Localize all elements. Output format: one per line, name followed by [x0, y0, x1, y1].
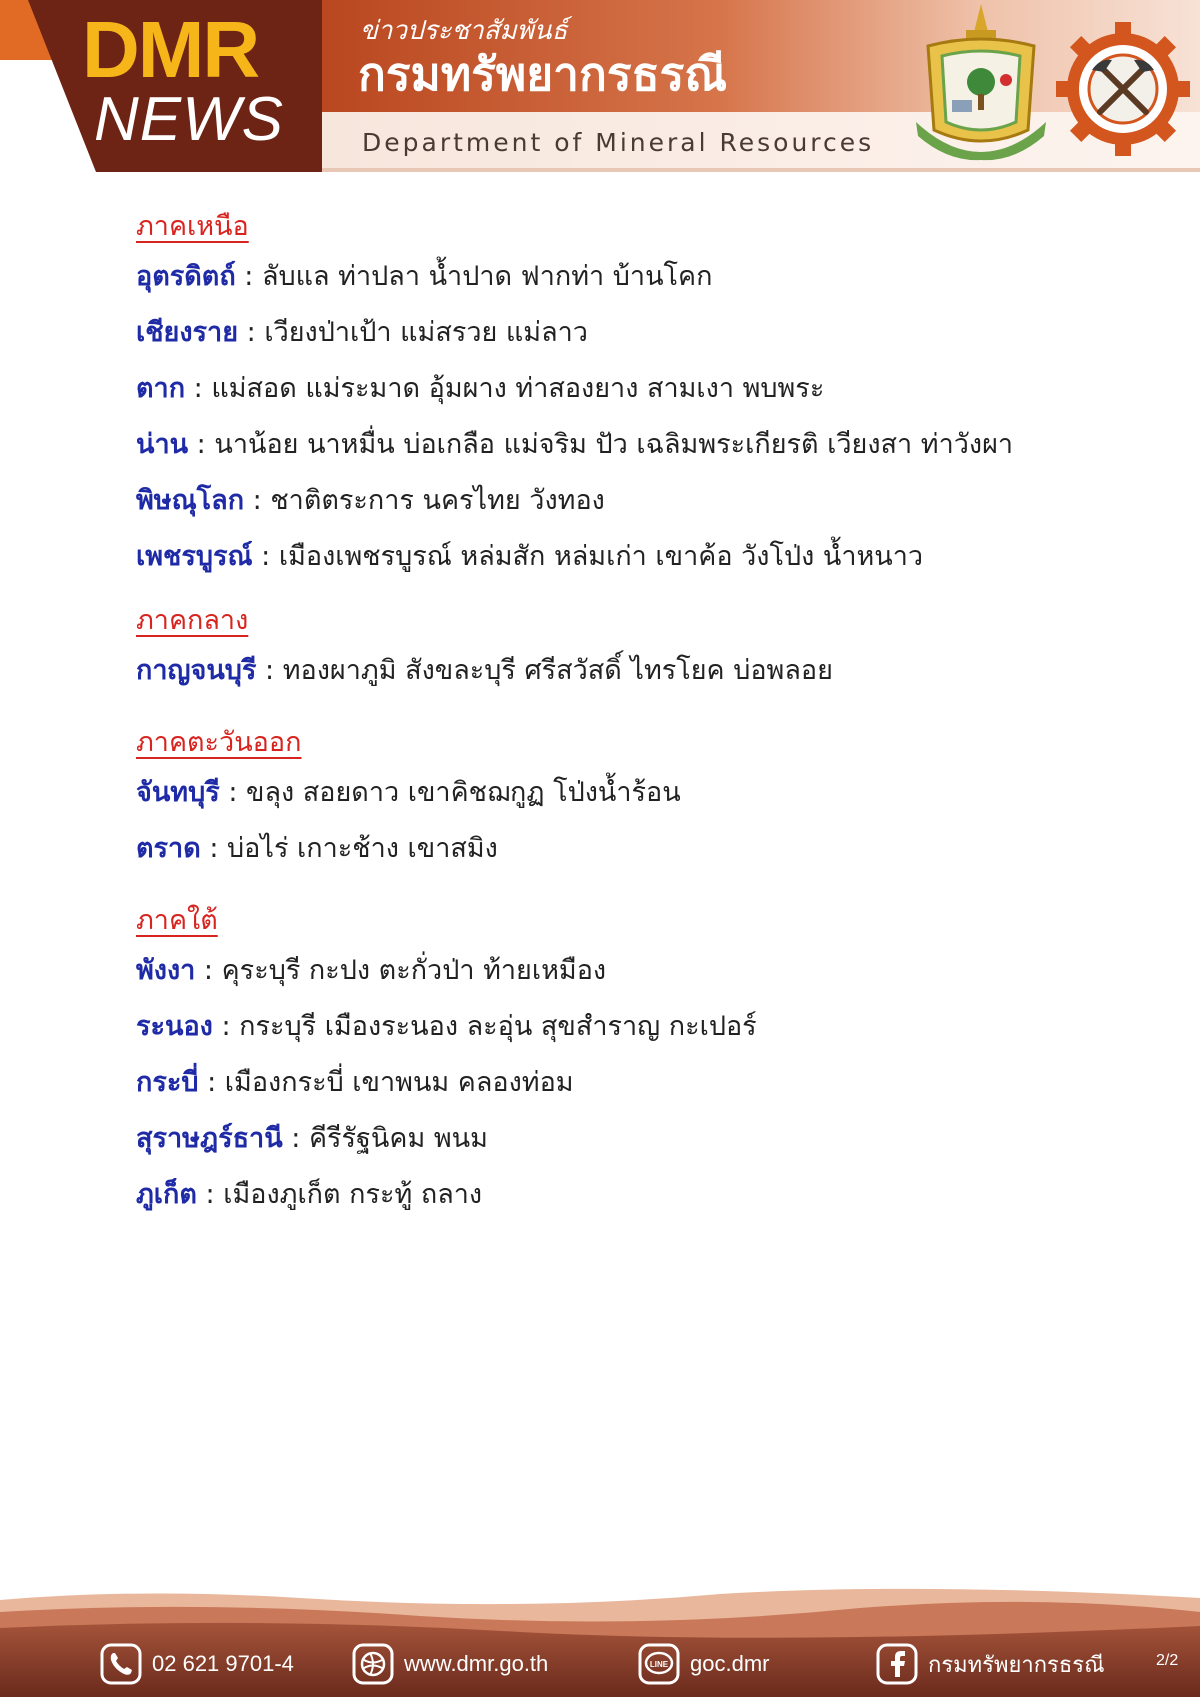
district-names: บ่อไร่ เกาะช้าง เขาสมิง	[227, 833, 498, 864]
separator: :	[246, 317, 256, 348]
province-name: เพชรบูรณ์	[136, 541, 253, 572]
header-title: กรมทรัพยากรธรณี	[358, 47, 728, 101]
footer-website[interactable]	[352, 1642, 548, 1686]
list-item	[136, 305, 1146, 361]
separator: :	[291, 1123, 301, 1154]
separator: :	[196, 429, 206, 460]
district-names: ลับแล ท่าปลา น้ำปาด ฟากท่า บ้านโคก	[261, 261, 713, 292]
district-names: ชาติตระการ นครไทย วังทอง	[270, 485, 605, 516]
province-name: อุตรดิตถ์	[136, 261, 236, 292]
province-name: กระบี่	[136, 1067, 199, 1098]
region-heading-east: ภาคตะวันออก	[136, 727, 302, 758]
district-list	[136, 205, 1146, 1223]
list-item	[136, 643, 1146, 699]
list-item	[136, 943, 1146, 999]
globe-icon	[352, 1643, 394, 1685]
facebook-page-name: กรมทรัพยากรธรณี	[928, 1651, 1105, 1677]
list-item	[136, 249, 1146, 305]
district-names: ขลุง สอยดาว เขาคิชฌกูฏ โป่งน้ำร้อน	[246, 777, 681, 808]
province-name: สุราษฎร์ธานี	[136, 1123, 283, 1154]
phone-number: 02 621 9701-4	[152, 1651, 294, 1676]
separator: :	[207, 1067, 217, 1098]
province-name: จันทบุรี	[136, 777, 220, 808]
province-name: ตาก	[136, 373, 186, 404]
region-heading-central: ภาคกลาง	[136, 605, 249, 636]
province-name: เชียงราย	[136, 317, 239, 348]
separator: :	[228, 777, 238, 808]
province-name: พังงา	[136, 955, 196, 986]
district-names: เวียงป่าเป้า แม่สรวย แม่ลาว	[264, 317, 588, 348]
province-name: กาญจนบุรี	[136, 655, 257, 686]
province-name: ตราด	[136, 833, 201, 864]
province-name: พิษณุโลก	[136, 485, 245, 516]
header-english-name: Department of Mineral Resources	[362, 128, 875, 157]
district-names: ทองผาภูมิ สังขละบุรี ศรีสวัสดิ์ ไทรโยค บ่อพลอย	[282, 655, 833, 686]
list-item	[136, 1055, 1146, 1111]
list-item	[136, 1167, 1146, 1223]
list-item	[136, 529, 1146, 585]
page-header	[0, 0, 1200, 172]
district-names: เมืองภูเก็ต กระทู้ ถลาง	[223, 1179, 483, 1210]
district-names: แม่สอด แม่ระมาด อุ้มผาง ท่าสองยาง สามเงา พบพระ	[211, 373, 825, 404]
page-number: 2/2	[1156, 1652, 1179, 1669]
mineral-resources-gear-logo	[1056, 22, 1190, 156]
district-names: นาน้อย นาหมื่น บ่อเกลือ แม่จริม ปัว เฉลิมพระเกียรติ เวียงสา ท่าวังผา	[214, 429, 1014, 460]
district-names: เมืองกระบี่ เขาพนม คลองท่อม	[224, 1067, 574, 1098]
dmr-seal-icon	[908, 2, 1054, 162]
footer-phone[interactable]	[100, 1642, 294, 1686]
district-names: คุระบุรี กะปง ตะกั่วป่า ท้ายเหมือง	[221, 955, 607, 986]
line-app-icon	[638, 1643, 680, 1685]
list-item	[136, 417, 1146, 473]
separator: :	[265, 655, 275, 686]
list-item	[136, 999, 1146, 1055]
line-badge-text: LINE	[649, 1660, 669, 1669]
line-id: goc.dmr	[690, 1651, 770, 1676]
list-item	[136, 821, 1146, 877]
list-item	[136, 361, 1146, 417]
province-name: ภูเก็ต	[136, 1179, 197, 1210]
brand-news: NEWS	[94, 85, 284, 154]
separator: :	[205, 1179, 215, 1210]
website-url: www.dmr.go.th	[404, 1651, 549, 1676]
brand-dmr: DMR	[82, 5, 259, 94]
facebook-icon	[876, 1643, 918, 1685]
header-subtitle: ข่าวประชาสัมพันธ์	[360, 16, 568, 46]
district-names: เมืองเพชรบูรณ์ หล่มสัก หล่มเก่า เขาค้อ วังโป่ง น้ำหนาว	[278, 541, 924, 572]
footer-line[interactable]	[638, 1642, 769, 1686]
separator: :	[244, 261, 254, 292]
region-heading-south: ภาคใต้	[136, 905, 218, 936]
district-names: คีรีรัฐนิคม พนม	[308, 1123, 488, 1154]
region-heading-north: ภาคเหนือ	[136, 211, 249, 242]
separator: :	[221, 1011, 231, 1042]
page-footer	[0, 1586, 1200, 1697]
province-name: ระนอง	[136, 1011, 213, 1042]
footer-facebook[interactable]	[876, 1642, 1105, 1686]
list-item	[136, 473, 1146, 529]
district-names: กระบุรี เมืองระนอง ละอุ่น สุขสำราญ กะเปอร์	[239, 1011, 757, 1042]
phone-icon	[100, 1643, 142, 1685]
separator: :	[203, 955, 214, 986]
province-name: น่าน	[136, 429, 189, 460]
separator: :	[261, 541, 271, 572]
separator: :	[209, 833, 219, 864]
separator: :	[252, 485, 262, 516]
list-item	[136, 1111, 1146, 1167]
separator: :	[193, 373, 203, 404]
list-item	[136, 765, 1146, 821]
